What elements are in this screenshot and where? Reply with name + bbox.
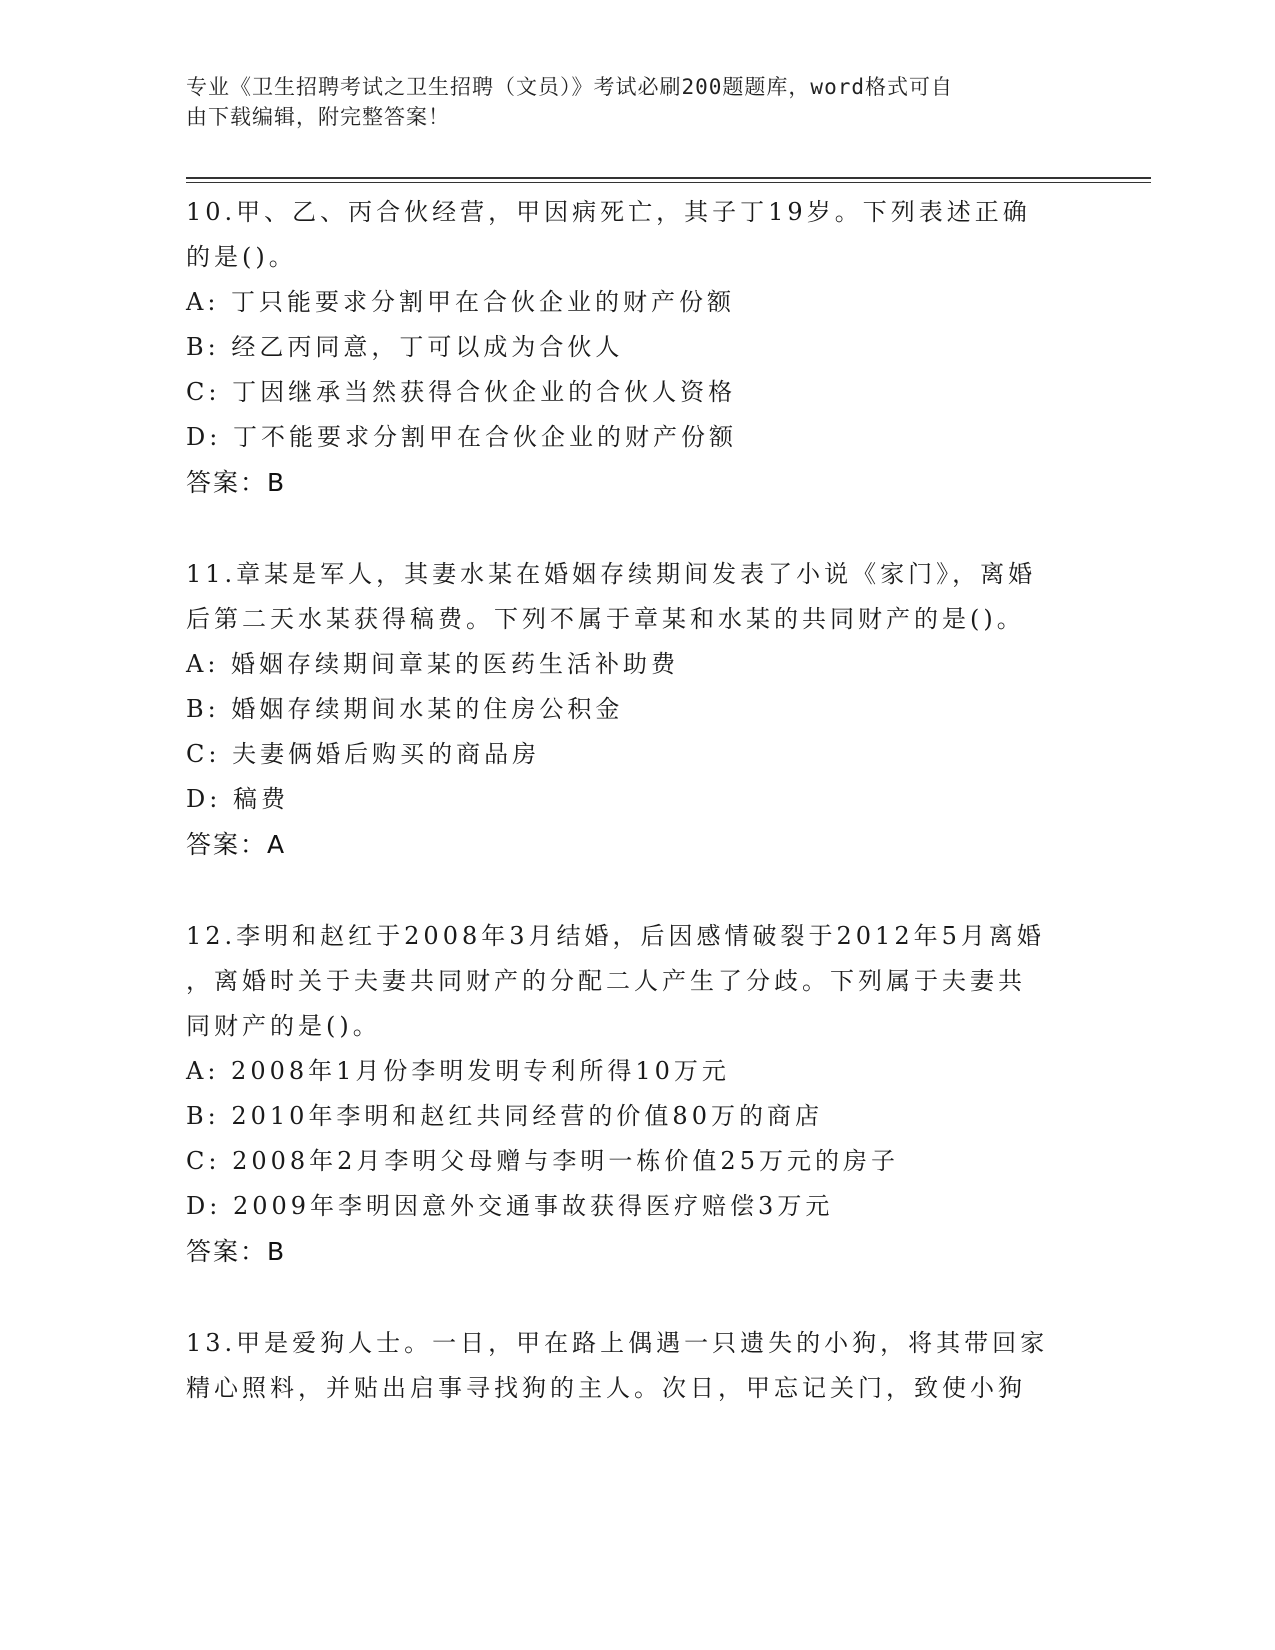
option-letter: A: xyxy=(186,1057,232,1085)
option-letter: A: xyxy=(186,650,232,678)
question-12 xyxy=(186,914,1086,1274)
option-a xyxy=(186,280,1086,325)
header-divider-thick xyxy=(186,177,1151,179)
option-b xyxy=(186,1094,1086,1139)
option-letter: D: xyxy=(186,423,233,451)
question-text-line: 11.章某是军人，其妻水某在婚姻存续期间发表了小说《家门》，离婚 xyxy=(186,560,1037,588)
answer-line: 答案：B xyxy=(186,468,287,497)
option-letter: B: xyxy=(186,333,232,361)
option-text: 经乙丙同意，丁可以成为合伙人 xyxy=(231,333,624,361)
option-text: 2008年1月份李明发明专利所得10万元 xyxy=(231,1057,730,1085)
option-letter: C: xyxy=(186,378,233,406)
option-text: 丁因继承当然获得合伙企业的合伙人资格 xyxy=(232,378,737,406)
option-letter: C: xyxy=(186,1147,233,1175)
document-header xyxy=(186,72,1086,132)
option-letter: D: xyxy=(186,1192,233,1220)
option-d xyxy=(186,777,1086,822)
option-letter: C: xyxy=(186,740,233,768)
option-text: 婚姻存续期间水某的住房公积金 xyxy=(231,695,624,723)
option-d xyxy=(186,415,1086,460)
option-text: 2009年李明因意外交通事故获得医疗赔偿3万元 xyxy=(232,1192,834,1220)
question-text-line: 12.李明和赵红于2008年3月结婚，后因感情破裂于2012年5月离婚 xyxy=(186,922,1045,950)
option-d xyxy=(186,1184,1086,1229)
answer-line: 答案：A xyxy=(186,830,287,859)
option-b xyxy=(186,687,1086,732)
question-10 xyxy=(186,190,1086,505)
header-divider-thin xyxy=(186,182,1151,183)
option-c xyxy=(186,1139,1086,1184)
option-letter: B: xyxy=(186,695,232,723)
option-letter: B: xyxy=(186,1102,232,1130)
option-letter: D: xyxy=(186,785,233,813)
question-text-line: 的是()。 xyxy=(186,243,297,271)
option-text: 稿费 xyxy=(232,785,289,813)
question-text-line: 同财产的是()。 xyxy=(186,1012,381,1040)
option-a xyxy=(186,642,1086,687)
option-text: 婚姻存续期间章某的医药生活补助费 xyxy=(231,650,680,678)
option-b xyxy=(186,325,1086,370)
header-line-2: 由下载编辑，附完整答案！ xyxy=(186,105,450,129)
option-text: 丁不能要求分割甲在合伙企业的财产份额 xyxy=(232,423,737,451)
question-text-line: 10.甲、乙、丙合伙经营，甲因病死亡，其子丁19岁。下列表述正确 xyxy=(186,198,1031,226)
option-c xyxy=(186,370,1086,415)
option-text: 丁只能要求分割甲在合伙企业的财产份额 xyxy=(231,288,736,316)
question-13 xyxy=(186,1321,1086,1411)
option-c xyxy=(186,732,1086,777)
header-line-1: 专业《卫生招聘考试之卫生招聘（文员）》考试必刷200题题库，word格式可自 xyxy=(186,75,953,99)
question-text-line: ，离婚时关于夫妻共同财产的分配二人产生了分歧。下列属于夫妻共 xyxy=(186,967,1026,995)
option-text: 夫妻俩婚后购买的商品房 xyxy=(232,740,541,768)
question-list xyxy=(186,190,1086,1411)
option-letter: A: xyxy=(186,288,232,316)
option-text: 2010年李明和赵红共同经营的价值80万的商店 xyxy=(231,1102,823,1130)
question-11 xyxy=(186,552,1086,867)
question-text-line: 后第二天水某获得稿费。下列不属于章某和水某的共同财产的是()。 xyxy=(186,605,1025,633)
question-spacer xyxy=(186,1274,1086,1321)
question-text-line: 精心照料，并贴出启事寻找狗的主人。次日，甲忘记关门，致使小狗 xyxy=(186,1374,1026,1402)
question-text-line: 13.甲是爱狗人士。一日，甲在路上偶遇一只遗失的小狗，将其带回家 xyxy=(186,1329,1049,1357)
option-a xyxy=(186,1049,1086,1094)
answer-line: 答案：B xyxy=(186,1237,287,1266)
question-spacer xyxy=(186,505,1086,552)
option-text: 2008年2月李明父母赠与李明一栋价值25万元的房子 xyxy=(232,1147,899,1175)
question-spacer xyxy=(186,867,1086,914)
